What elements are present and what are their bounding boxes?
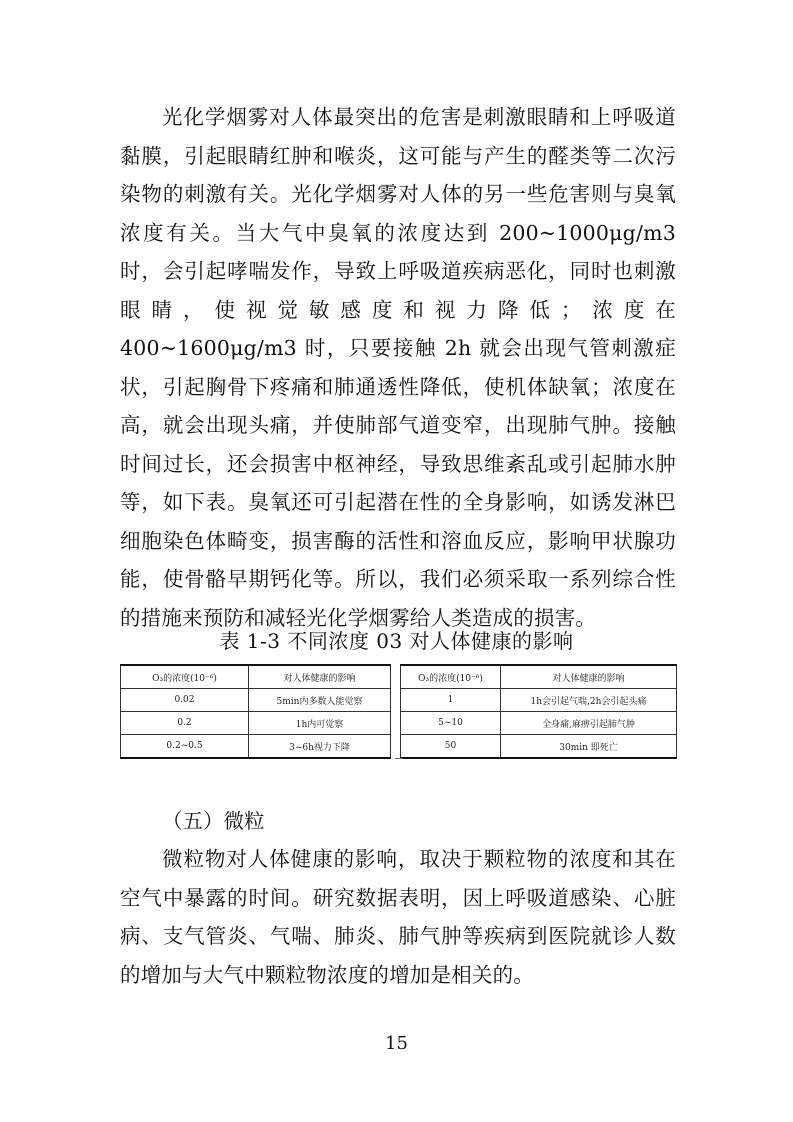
table-header-row	[121, 665, 677, 689]
body-paragraph-photochemical-smog: 光化学烟雾对人体最突出的危害是刺激眼睛和上呼吸道黏膜，引起眼睛红肿和喉炎，这可能与产生的醛类等二次污染物的刺激有关。光化学烟雾对人体的另一些危害则与臭氧浓度有关。当大气中臭氧的浓度达到 200~1000μg/m3 时，会引起哮喘发作，导致上呼吸道疾病恶化，同时也刺激眼睛，使视觉敏感度和视力降低；浓度在 400~1600μg/m3 时，只要接触 2h 就会出现气管刺激症状，引起胸骨下疼痛和肺通透性降低，使机体缺氧；浓度在高，就会出现头痛，并使肺部气道变窄，出现肺气肿。接触时间过长，还会损害中枢神经，导致思维紊乱或引起肺水肿等，如下表。臭氧还可引起潜在性的全身影响，如诱发淋巴细胞染色体畸变，损害酶的活性和溶血反应，影响甲状腺功能，使骨骼早期钙化等。所以，我们必须采取一系列综合性的措施来预防和减轻光化学烟雾给人类造成的损害。	[120, 105, 676, 630]
table-cell: 30min 即死亡	[501, 735, 677, 759]
table-cell: 50	[401, 735, 501, 759]
table-cell: 0.02	[121, 689, 249, 712]
table-header-cell: O₃的浓度(10⁻⁶)	[401, 665, 501, 689]
table-header-cell: 对人体健康的影响	[249, 665, 391, 689]
page-number: 15	[385, 1033, 408, 1054]
table-cell: 3~6h视力下降	[249, 735, 391, 759]
table-cell: 0.2~0.5	[121, 735, 249, 759]
table-cell: 5~10	[401, 712, 501, 735]
table-cell: 全身痛,麻痹引起肺气肿	[501, 712, 677, 735]
table-cell: 1	[401, 689, 501, 712]
body-paragraph-particulates: 微粒物对人体健康的影响，取决于颗粒物的浓度和其在空气中暴露的时间。研究数据表明，因上呼吸道感染、心脏病、支气管炎、气喘、肺炎、肺气肿等疾病到医院就诊人数的增加与大气中颗粒物浓度的增加是相关的。	[120, 847, 676, 987]
table-header-cell: O₃的浓度(10⁻⁶)	[121, 665, 249, 689]
table-cell: 1h内可觉察	[249, 712, 391, 735]
table-caption: 表 1-3 不同浓度 03 对人体健康的影响	[219, 629, 574, 653]
scan-mark	[395, 758, 403, 759]
table-cell: 0.2	[121, 712, 249, 735]
table-row	[121, 735, 677, 759]
table-row	[121, 689, 677, 712]
table-row	[121, 712, 677, 735]
table-header-cell: 对人体健康的影响	[501, 665, 677, 689]
table-cell: 5min内多数人能觉察	[249, 689, 391, 712]
section-heading-particulates: （五）微粒	[162, 809, 265, 833]
table-cell: 1h会引起气喘,2h会引起头痛	[501, 689, 677, 712]
ozone-effects-table	[120, 664, 676, 754]
